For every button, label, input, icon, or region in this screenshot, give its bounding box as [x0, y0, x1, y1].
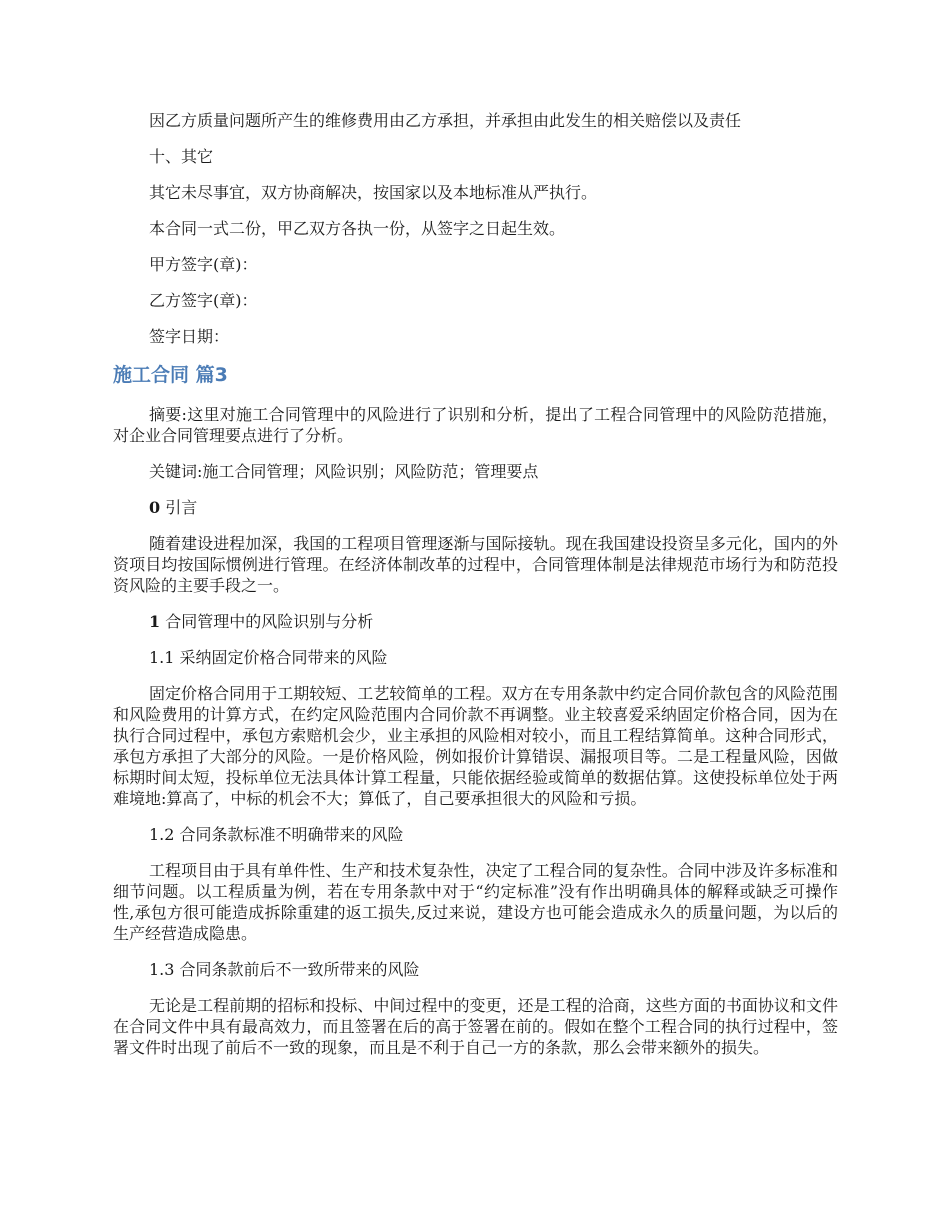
- article-heading: 施工合同 篇3: [113, 364, 228, 386]
- subsection-heading-1-3: 1.3 合同条款前后不一致所带来的风险: [149, 960, 420, 979]
- party-b-signature: 乙方签字(章)：: [149, 291, 258, 310]
- keywords-paragraph: 关键词:施工合同管理；风险识别；风险防范；管理要点: [149, 462, 539, 481]
- abstract-paragraph: 摘要:这里对施工合同管理中的风险进行了识别和分析，提出了工程合同管理中的风险防范措施，对企业合同管理要点进行了分析。: [113, 405, 838, 445]
- paragraph-unclear-standards: 工程项目由于具有单件性、生产和技术复杂性，决定了工程合同的复杂性。合同中涉及许多标准和细节问题。以工程质量为例，若在专用条款中对于“约定标准”没有作出明确具体的解释或缺乏可操作性,承包方很可能造成拆除重建的返工损失,反过来说，建设方也可能会造成永久的质量问题，为以后的生产经营造成隐患。: [113, 861, 838, 943]
- party-a-signature: 甲方签字(章)：: [149, 255, 258, 274]
- paragraph-copies: 本合同一式二份，甲乙双方各执一份，从签字之日起生效。: [149, 219, 566, 238]
- paragraph-repair-cost: 因乙方质量问题所产生的维修费用由乙方承担，并承担由此发生的相关赔偿以及责任: [149, 111, 742, 130]
- introduction-paragraph: 随着建设进程加深，我国的工程项目管理逐渐与国际接轨。现在我国建设投资呈多元化，国内的外资项目均按国际惯例进行管理。在经济体制改革的过程中，合同管理体制是法律规范市场行为和防范投资风险的主要手段之一。: [113, 534, 838, 595]
- section-number: 1: [149, 612, 161, 631]
- section-heading-introduction: [113, 497, 838, 518]
- section-title-other: 十、其它: [149, 147, 214, 166]
- paragraph-fixed-price: 固定价格合同用于工期较短、工艺较简单的工程。双方在专用条款中约定合同价款包含的风险范围和风险费用的计算方式，在约定风险范围内合同价款不再调整。业主较喜爱采纳固定价格合同，因为在执行合同过程中，承包方索赔机会少，业主承担的风险相对较小，而且工程结算简单。这种合同形式，承包方承担了大部分的风险。一是价格风险，例如报价计算错误、漏报项目等。二是工程量风险，因做标期时间太短，投标单位无法具体计算工程量，只能依据经验或简单的数据估算。这使投标单位处于两难境地:算高了，中标的机会不大；算低了，自己要承担很大的风险和亏损。: [113, 684, 838, 808]
- subsection-heading-1-1: 1.1 采纳固定价格合同带来的风险: [149, 648, 388, 667]
- section-number: 0: [149, 498, 161, 517]
- paragraph-other-matters: 其它未尽事宜，双方协商解决，按国家以及本地标准从严执行。: [149, 183, 598, 202]
- section-title: 引言: [160, 498, 198, 517]
- document-page: [113, 110, 838, 1073]
- subsection-heading-1-2: 1.2 合同条款标准不明确带来的风险: [149, 825, 404, 844]
- section-heading-risk: [113, 611, 838, 632]
- signature-date: 签字日期：: [149, 327, 230, 346]
- paragraph-inconsistent-terms: 无论是工程前期的招标和投标、中间过程中的变更，还是工程的洽商，这些方面的书面协议和文件在合同文件中具有最高效力，而且签署在后的高于签署在前的。假如在整个工程合同的执行过程中，签署文件时出现了前后不一致的现象，而且是不利于自己一方的条款，那么会带来额外的损失。: [113, 996, 838, 1057]
- section-title: 合同管理中的风险识别与分析: [160, 612, 374, 631]
